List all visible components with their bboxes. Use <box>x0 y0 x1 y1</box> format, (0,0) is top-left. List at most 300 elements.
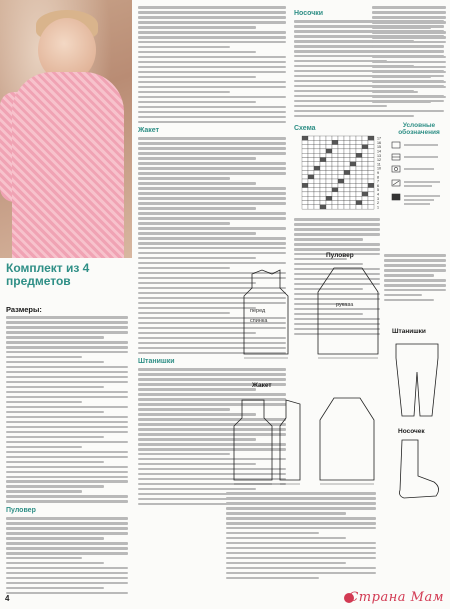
column-1-text-b <box>6 517 128 594</box>
text-line <box>226 542 376 545</box>
text-line <box>372 76 431 79</box>
chart-cell <box>356 192 362 196</box>
chart-cell <box>302 145 308 149</box>
sock-diagram-title: Носочек <box>398 428 425 435</box>
text-line <box>6 495 128 498</box>
text-line <box>6 376 128 379</box>
chart-cell <box>344 149 350 153</box>
text-line <box>372 101 431 104</box>
text-line <box>138 232 256 235</box>
chart-row-number: 13 <box>377 153 381 158</box>
chart-cell <box>314 196 320 200</box>
text-line <box>138 76 256 79</box>
text-line <box>138 142 286 145</box>
chart-cell <box>368 201 374 205</box>
watermark-text: Страна Мам <box>348 590 444 605</box>
text-line <box>294 115 414 118</box>
text-line <box>372 46 418 49</box>
chart-cell <box>332 205 338 209</box>
text-line <box>138 312 230 315</box>
chart-cell <box>332 166 338 170</box>
chart-cell <box>314 140 320 144</box>
text-line <box>294 228 380 231</box>
chart-cell <box>308 201 314 205</box>
column-1 <box>6 302 128 597</box>
chart-cell <box>314 153 320 157</box>
chart-cell <box>344 196 350 200</box>
text-line <box>6 572 128 575</box>
chart-cell <box>308 136 314 140</box>
chart-cell <box>332 153 338 157</box>
pullover-back-label: спинка <box>250 318 268 324</box>
chart-cell <box>326 140 332 144</box>
chart-cell <box>362 175 368 179</box>
text-line <box>138 257 256 260</box>
text-line <box>138 11 286 14</box>
text-line <box>6 341 128 344</box>
chart-cell <box>368 140 374 144</box>
chart-cell <box>338 192 344 196</box>
chart-cell <box>356 183 362 187</box>
text-line <box>6 426 128 429</box>
text-line <box>294 223 380 226</box>
socks-heading: Носочки <box>294 10 324 17</box>
text-line <box>372 6 446 9</box>
text-line <box>6 346 128 349</box>
chart-row-number: 2 <box>377 201 379 206</box>
chart-cell <box>314 149 320 153</box>
article-title <box>6 262 128 288</box>
chart-cell <box>362 136 368 140</box>
chart-cell <box>362 145 368 149</box>
chart-cell <box>338 196 344 200</box>
chart-cell <box>356 158 362 162</box>
text-line <box>372 71 446 74</box>
text-line <box>138 378 286 381</box>
chart-cell <box>350 162 356 166</box>
chart-cell <box>338 205 344 209</box>
chart-cell <box>338 162 344 166</box>
chart-row-number: 15 <box>377 145 381 150</box>
column-4-text-lower <box>384 254 446 301</box>
chart-cell <box>308 145 314 149</box>
chart-cell <box>308 149 314 153</box>
text-line <box>138 86 286 89</box>
text-line <box>226 492 376 495</box>
chart-cell <box>308 175 314 179</box>
chart-cell <box>302 183 308 187</box>
text-line <box>138 41 286 44</box>
chart-cell <box>326 192 332 196</box>
chart-cell <box>326 162 332 166</box>
text-line <box>138 172 286 175</box>
text-line <box>138 147 286 150</box>
text-line <box>6 336 104 339</box>
text-line <box>6 557 82 560</box>
text-line <box>6 316 128 319</box>
chart-cell <box>350 192 356 196</box>
chart-cell <box>338 149 344 153</box>
text-line <box>372 51 431 54</box>
chart-cell <box>308 162 314 166</box>
chart-cell <box>302 170 308 174</box>
chart-row-number: 14 <box>377 149 381 154</box>
text-line <box>138 26 256 29</box>
text-line <box>6 476 128 479</box>
text-line <box>226 507 376 510</box>
text-line <box>138 116 286 119</box>
text-line <box>372 66 446 69</box>
text-line <box>294 243 380 246</box>
page-number: 4 <box>5 594 10 603</box>
chart-cell <box>344 145 350 149</box>
chart-row-number: 9 <box>377 171 379 175</box>
chart-cell <box>314 205 320 209</box>
text-line <box>6 537 104 540</box>
chart-cell <box>368 196 374 200</box>
chart-cell <box>308 205 314 209</box>
text-line <box>384 259 446 262</box>
chart-cell <box>302 140 308 144</box>
text-line <box>6 552 128 555</box>
chart-cell <box>320 179 326 183</box>
text-line <box>6 587 104 590</box>
chart-cell <box>326 170 332 174</box>
chart-cell <box>302 179 308 183</box>
chart-row-number: 17 <box>377 136 381 141</box>
chart-cell <box>308 153 314 157</box>
chart-cell <box>320 183 326 187</box>
text-line <box>6 421 128 424</box>
pullover-diagram-title: Пуловер <box>326 252 354 259</box>
knitting-chart <box>294 132 394 214</box>
chart-cell <box>320 166 326 170</box>
text-line <box>138 111 286 114</box>
text-line <box>6 381 128 384</box>
text-line <box>6 567 128 570</box>
chart-cell <box>368 149 374 153</box>
text-line <box>384 289 446 292</box>
chart-cell <box>368 192 374 196</box>
chart-cell <box>356 188 362 192</box>
chart-cell <box>326 205 332 209</box>
chart-cell <box>308 192 314 196</box>
text-line <box>138 101 256 104</box>
text-line <box>6 396 128 399</box>
chart-cell <box>338 136 344 140</box>
text-line <box>294 248 380 251</box>
text-line <box>294 233 380 236</box>
text-line <box>6 532 128 535</box>
chart-cell <box>356 145 362 149</box>
chart-cell <box>320 158 326 162</box>
chart-cell <box>320 136 326 140</box>
text-line <box>6 562 104 565</box>
chart-cell <box>314 183 320 187</box>
chart-cell <box>320 205 326 209</box>
text-line <box>6 386 104 389</box>
text-line <box>138 498 230 501</box>
chart-row-number: 16 <box>377 140 381 145</box>
chart-cell <box>362 149 368 153</box>
chart-cell <box>338 188 344 192</box>
chart-cell <box>332 183 338 187</box>
legend-heading: Условные обозначения <box>398 122 440 136</box>
text-line <box>138 46 230 49</box>
text-line <box>6 416 128 419</box>
text-line <box>138 61 286 64</box>
chart-cell <box>320 188 326 192</box>
text-line <box>138 192 286 195</box>
text-line <box>138 106 286 109</box>
chart-cell <box>302 175 308 179</box>
pullover-heading: Пуловер <box>6 507 36 515</box>
chart-cell <box>350 175 356 179</box>
chart-cell <box>326 179 332 183</box>
column-4-text-lower-wrap <box>384 254 446 304</box>
text-line <box>138 227 286 230</box>
jacket-diagram-title: Жакет <box>252 382 272 389</box>
chart-cell <box>338 145 344 149</box>
text-line <box>138 91 230 94</box>
chart-cell <box>362 196 368 200</box>
sizes-heading: Размеры: <box>6 305 42 314</box>
text-line <box>372 61 446 64</box>
chart-cell <box>368 183 374 187</box>
text-line <box>138 267 230 270</box>
text-line <box>6 517 128 520</box>
text-line <box>226 497 376 500</box>
chart-cell <box>338 201 344 205</box>
text-line <box>6 527 128 530</box>
chart-cell <box>326 158 332 162</box>
text-line <box>138 31 286 34</box>
chart-row-number: 4 <box>377 192 379 197</box>
text-line <box>372 16 446 19</box>
text-line <box>138 21 286 24</box>
chart-cell <box>368 166 374 170</box>
text-line <box>138 177 230 180</box>
chart-cell <box>344 158 350 162</box>
chart-cell <box>326 145 332 149</box>
text-line <box>138 222 230 225</box>
chart-cell <box>308 188 314 192</box>
text-line <box>138 56 286 59</box>
chart-cell <box>344 166 350 170</box>
chart-cell <box>320 196 326 200</box>
chart-cell <box>308 170 314 174</box>
text-line <box>138 152 286 155</box>
baby-photo <box>0 0 132 258</box>
chart-cell <box>344 153 350 157</box>
text-line <box>372 96 446 99</box>
text-line <box>372 41 446 44</box>
text-line <box>138 207 256 210</box>
chart-row-number: 3 <box>377 196 379 201</box>
chart-cell <box>362 188 368 192</box>
chart-cell <box>302 196 308 200</box>
text-line <box>6 582 128 585</box>
chart-row-number: 11 <box>377 162 381 167</box>
chart-cell <box>356 162 362 166</box>
chart-cell <box>344 140 350 144</box>
chart-row-number: 7 <box>377 179 379 184</box>
chart-cell <box>356 170 362 174</box>
text-line <box>6 480 128 483</box>
text-line <box>384 254 446 257</box>
chart-row-number: 12 <box>377 158 381 163</box>
text-line <box>372 86 446 89</box>
text-line <box>294 218 380 221</box>
text-line <box>384 269 446 272</box>
text-line <box>138 373 286 376</box>
pants-heading: Штанишки <box>138 358 175 366</box>
text-line <box>138 157 256 160</box>
chart-cell <box>332 170 338 174</box>
chart-cell <box>338 170 344 174</box>
text-line <box>6 411 104 414</box>
chart-cell <box>350 183 356 187</box>
chart-row-number: 5 <box>377 188 379 193</box>
chart-cell <box>350 153 356 157</box>
text-line <box>6 371 128 374</box>
chart-cell <box>362 183 368 187</box>
chart-row-number: 1 <box>377 205 379 210</box>
chart-cell <box>320 149 326 153</box>
chart-cell <box>362 201 368 205</box>
chart-cell <box>314 162 320 166</box>
chart-cell <box>344 136 350 140</box>
text-line <box>138 16 286 19</box>
text-line <box>6 485 104 488</box>
text-line <box>138 66 286 69</box>
chart-cell <box>320 153 326 157</box>
chart-cell <box>338 153 344 157</box>
text-line <box>226 517 376 520</box>
chart-cell <box>338 158 344 162</box>
chart-cell <box>356 149 362 153</box>
chart-cell <box>368 170 374 174</box>
chart-cell <box>362 205 368 209</box>
text-line <box>226 502 376 505</box>
column-3-bottom-text <box>226 492 376 579</box>
chart-cell <box>332 201 338 205</box>
text-line <box>6 406 128 409</box>
text-line <box>6 500 128 503</box>
text-line <box>6 401 82 404</box>
chart-row-number: 6 <box>377 183 379 188</box>
chart-cell <box>350 140 356 144</box>
text-line <box>384 294 422 297</box>
text-line <box>138 242 286 245</box>
text-line <box>6 326 128 329</box>
column-2-text-a <box>138 6 286 123</box>
chart-row-number: 10 <box>377 166 381 171</box>
text-line <box>138 453 230 456</box>
text-line <box>138 217 286 220</box>
text-line <box>6 577 128 580</box>
chart-cell <box>320 175 326 179</box>
chart-cell <box>320 201 326 205</box>
text-line <box>6 446 82 449</box>
chart-cell <box>362 153 368 157</box>
chart-cell <box>332 162 338 166</box>
chart-cell <box>344 188 350 192</box>
chart-cell <box>314 175 320 179</box>
text-line <box>372 21 446 24</box>
text-line <box>384 274 434 277</box>
chart-cell <box>368 188 374 192</box>
chart-cell <box>344 170 350 174</box>
chart-cell <box>362 166 368 170</box>
text-line <box>138 121 286 124</box>
text-line <box>372 36 446 39</box>
text-line <box>138 187 286 190</box>
text-line <box>226 537 346 540</box>
chart-cell <box>350 188 356 192</box>
chart-cell <box>362 158 368 162</box>
chart-cell <box>332 158 338 162</box>
text-line <box>138 408 230 411</box>
chart-cell <box>326 136 332 140</box>
column-4 <box>372 6 446 106</box>
chart-cell <box>362 179 368 183</box>
chart-cell <box>326 183 332 187</box>
chart-cell <box>314 201 320 205</box>
chart-cell <box>350 170 356 174</box>
pants-schematic <box>388 338 446 420</box>
chart-row-number: 8 <box>377 175 379 180</box>
chart-cell <box>326 166 332 170</box>
text-line <box>226 522 376 525</box>
chart-cell <box>332 136 338 140</box>
chart-cell <box>368 136 374 140</box>
chart-cell <box>314 166 320 170</box>
text-line <box>6 321 128 324</box>
chart-cell <box>326 201 332 205</box>
text-line <box>6 361 104 364</box>
text-line <box>294 238 363 241</box>
text-line <box>6 522 128 525</box>
chart-cell <box>350 158 356 162</box>
chart-cell <box>314 188 320 192</box>
pants-diagram-title: Штанишки <box>392 328 426 335</box>
chart-cell <box>356 196 362 200</box>
text-line <box>372 56 446 59</box>
chart-cell <box>308 196 314 200</box>
chart-cell <box>308 179 314 183</box>
schema-heading: Схема <box>294 125 316 132</box>
jacket-schematic <box>224 390 384 486</box>
chart-cell <box>368 162 374 166</box>
text-line <box>6 441 128 444</box>
chart-cell <box>344 205 350 209</box>
text-line <box>6 542 128 545</box>
chart-cell <box>350 179 356 183</box>
text-line <box>138 167 286 170</box>
chart-cell <box>356 140 362 144</box>
text-line <box>6 431 128 434</box>
chart-cell <box>302 149 308 153</box>
chart-cell <box>362 192 368 196</box>
text-line <box>138 252 286 255</box>
text-line <box>138 247 286 250</box>
chart-cell <box>332 175 338 179</box>
pullover-front-label: перед <box>250 308 266 314</box>
chart-cell <box>350 166 356 170</box>
chart-cell <box>332 188 338 192</box>
sock-schematic <box>388 436 446 506</box>
